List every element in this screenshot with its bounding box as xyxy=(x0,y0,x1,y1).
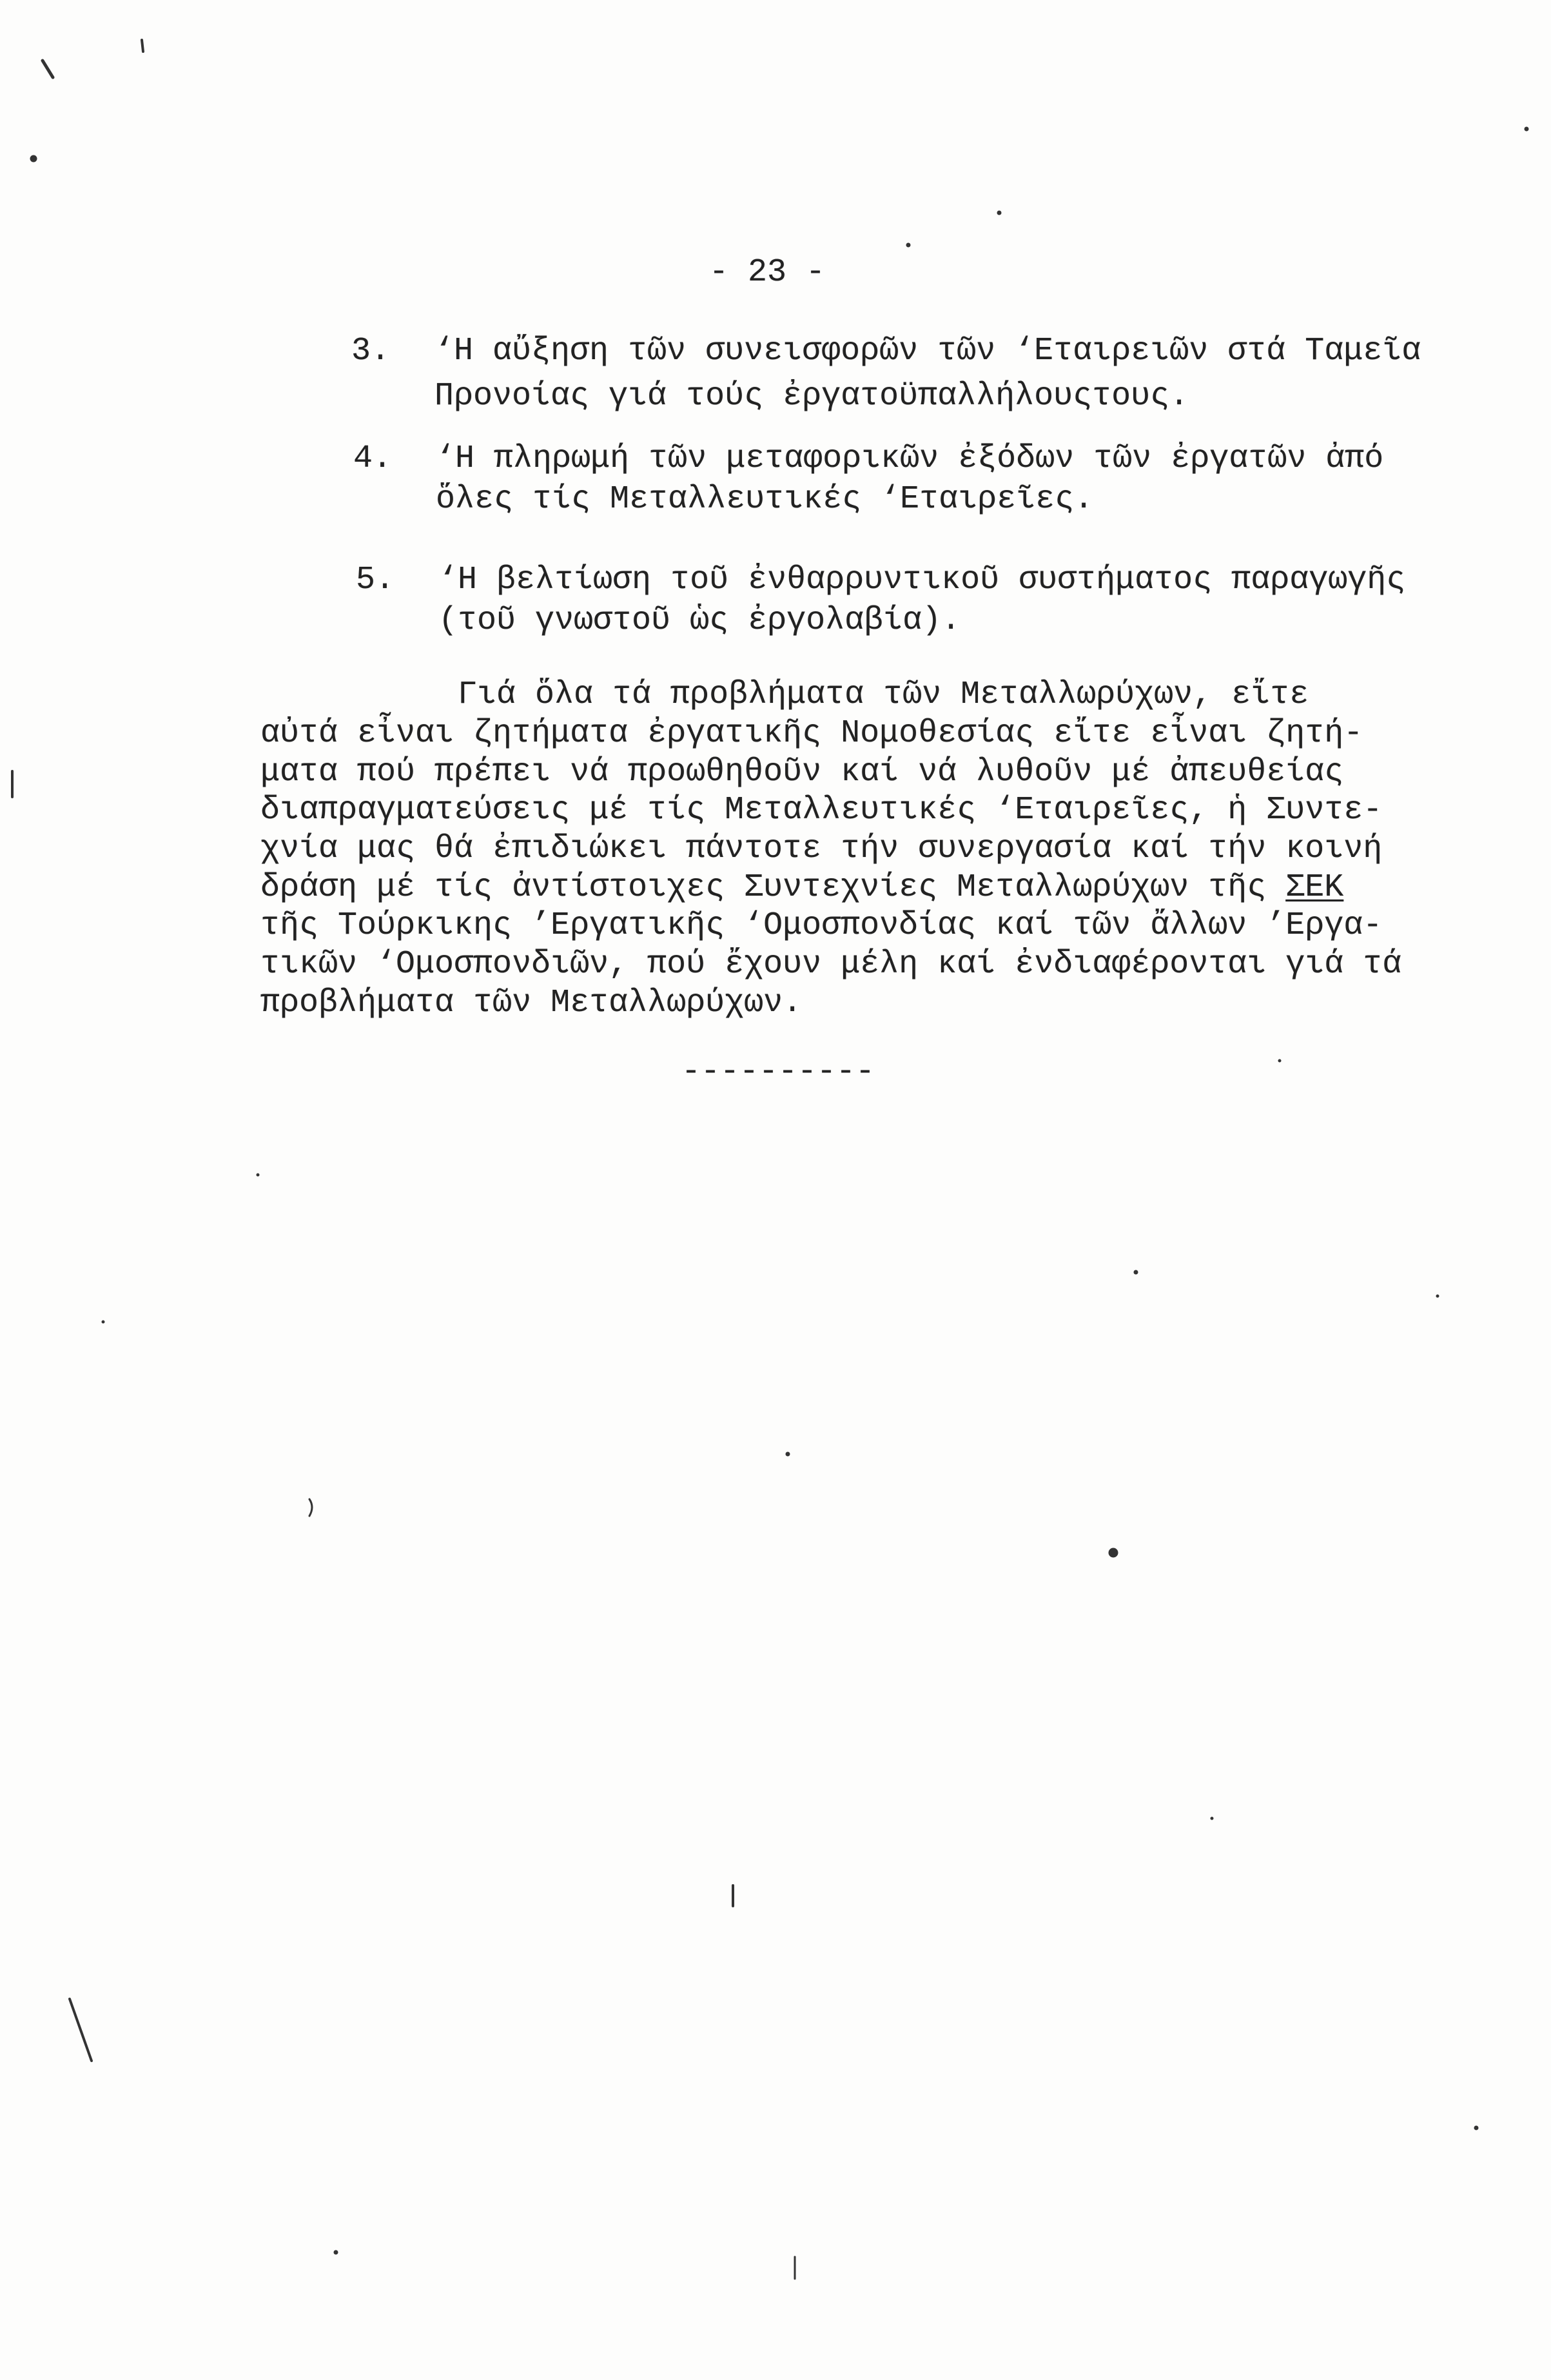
page-number: - 23 - xyxy=(709,254,826,291)
list-item-4 xyxy=(353,440,1514,530)
speck xyxy=(70,1999,92,2061)
item-text-line: ‘Η αὔξηση τῶν συνεισφορῶν τῶν ‘Εταιρειῶν στά Ταμεῖα xyxy=(434,333,1421,369)
paragraph-line xyxy=(260,869,1343,907)
section-separator: ---------- xyxy=(681,1054,875,1090)
list-item-3 xyxy=(351,332,1512,422)
speck xyxy=(1436,1295,1439,1297)
paragraph-line: αὐτά εἶναι ζητήματα ἐργατικῆς Νομοθεσίας εἴτε εἶναι ζητή- xyxy=(260,715,1363,752)
speck xyxy=(1278,1059,1281,1062)
list-item-5 xyxy=(356,561,1516,651)
speck xyxy=(334,2250,338,2254)
speck xyxy=(1474,2126,1478,2130)
paragraph-line: Γιά ὅλα τά προβλήματα τῶν Μεταλλωρύχων, εἴτε xyxy=(458,676,1309,713)
speck xyxy=(906,243,910,247)
underlined-abbreviation: ΣΕΚ xyxy=(1285,869,1344,906)
item-text-line: ὅλες τίς Μεταλλευτικές ‘Εταιρεῖες. xyxy=(436,481,1094,518)
speck xyxy=(142,40,143,52)
paragraph-line: τικῶν ‘Ομοσπονδιῶν, πού ἔχουν μέλη καί ἐνδιαφέρονται γιά τά xyxy=(260,946,1402,983)
speck xyxy=(257,1174,259,1176)
item-number: 4. xyxy=(353,440,393,477)
paragraph-line: διαπραγματεύσεις μέ τίς Μεταλλευτικές ‘Εταιρεῖες, ἡ Συντε- xyxy=(260,792,1383,829)
body-paragraph xyxy=(260,676,1485,1024)
speck xyxy=(309,1499,312,1516)
speck xyxy=(1525,127,1528,131)
item-text-line: ‘Η βελτίωση τοῦ ἐνθαρρυντικοῦ συστήματος παραγωγῆς xyxy=(438,562,1406,598)
item-text-line: Προνοίας γιά τούς ἐργατοϋπαλλήλουςτους. xyxy=(434,378,1189,415)
speck xyxy=(30,155,37,162)
speck xyxy=(997,211,1001,215)
item-number: 3. xyxy=(351,333,391,369)
item-text-line: ‘Η πληρωμή τῶν μεταφορικῶν ἐξόδων τῶν ἐργατῶν ἀπό xyxy=(436,440,1384,477)
item-number: 5. xyxy=(356,562,395,598)
speck xyxy=(43,61,53,77)
paragraph-line: προβλήματα τῶν Μεταλλωρύχων. xyxy=(260,985,803,1021)
speck xyxy=(102,1321,104,1323)
speck xyxy=(1134,1270,1138,1274)
paragraph-line: χνία μας θά ἐπιδιώκει πάντοτε τήν συνεργασία καί τήν κοινή xyxy=(260,831,1383,867)
speck xyxy=(1211,1817,1213,1820)
paragraph-line-text: δράση μέ τίς ἀντίστοιχες Συντεχνίες Μεταλλωρύχων τῆς xyxy=(260,869,1267,906)
paragraph-line: τῆς Τούρκικης ’Εργατικῆς ‘Ομοσπονδίας καί τῶν ἄλλων ’Εργα- xyxy=(260,907,1383,944)
speck xyxy=(1109,1548,1118,1557)
speck xyxy=(786,1452,790,1456)
paragraph-line: ματα πού πρέπει νά προωθηθοῦν καί νά λυθοῦν μέ ἀπευθείας xyxy=(260,754,1344,791)
item-text-line: (τοῦ γνωστοῦ ὡς ἐργολαβία). xyxy=(438,602,961,639)
